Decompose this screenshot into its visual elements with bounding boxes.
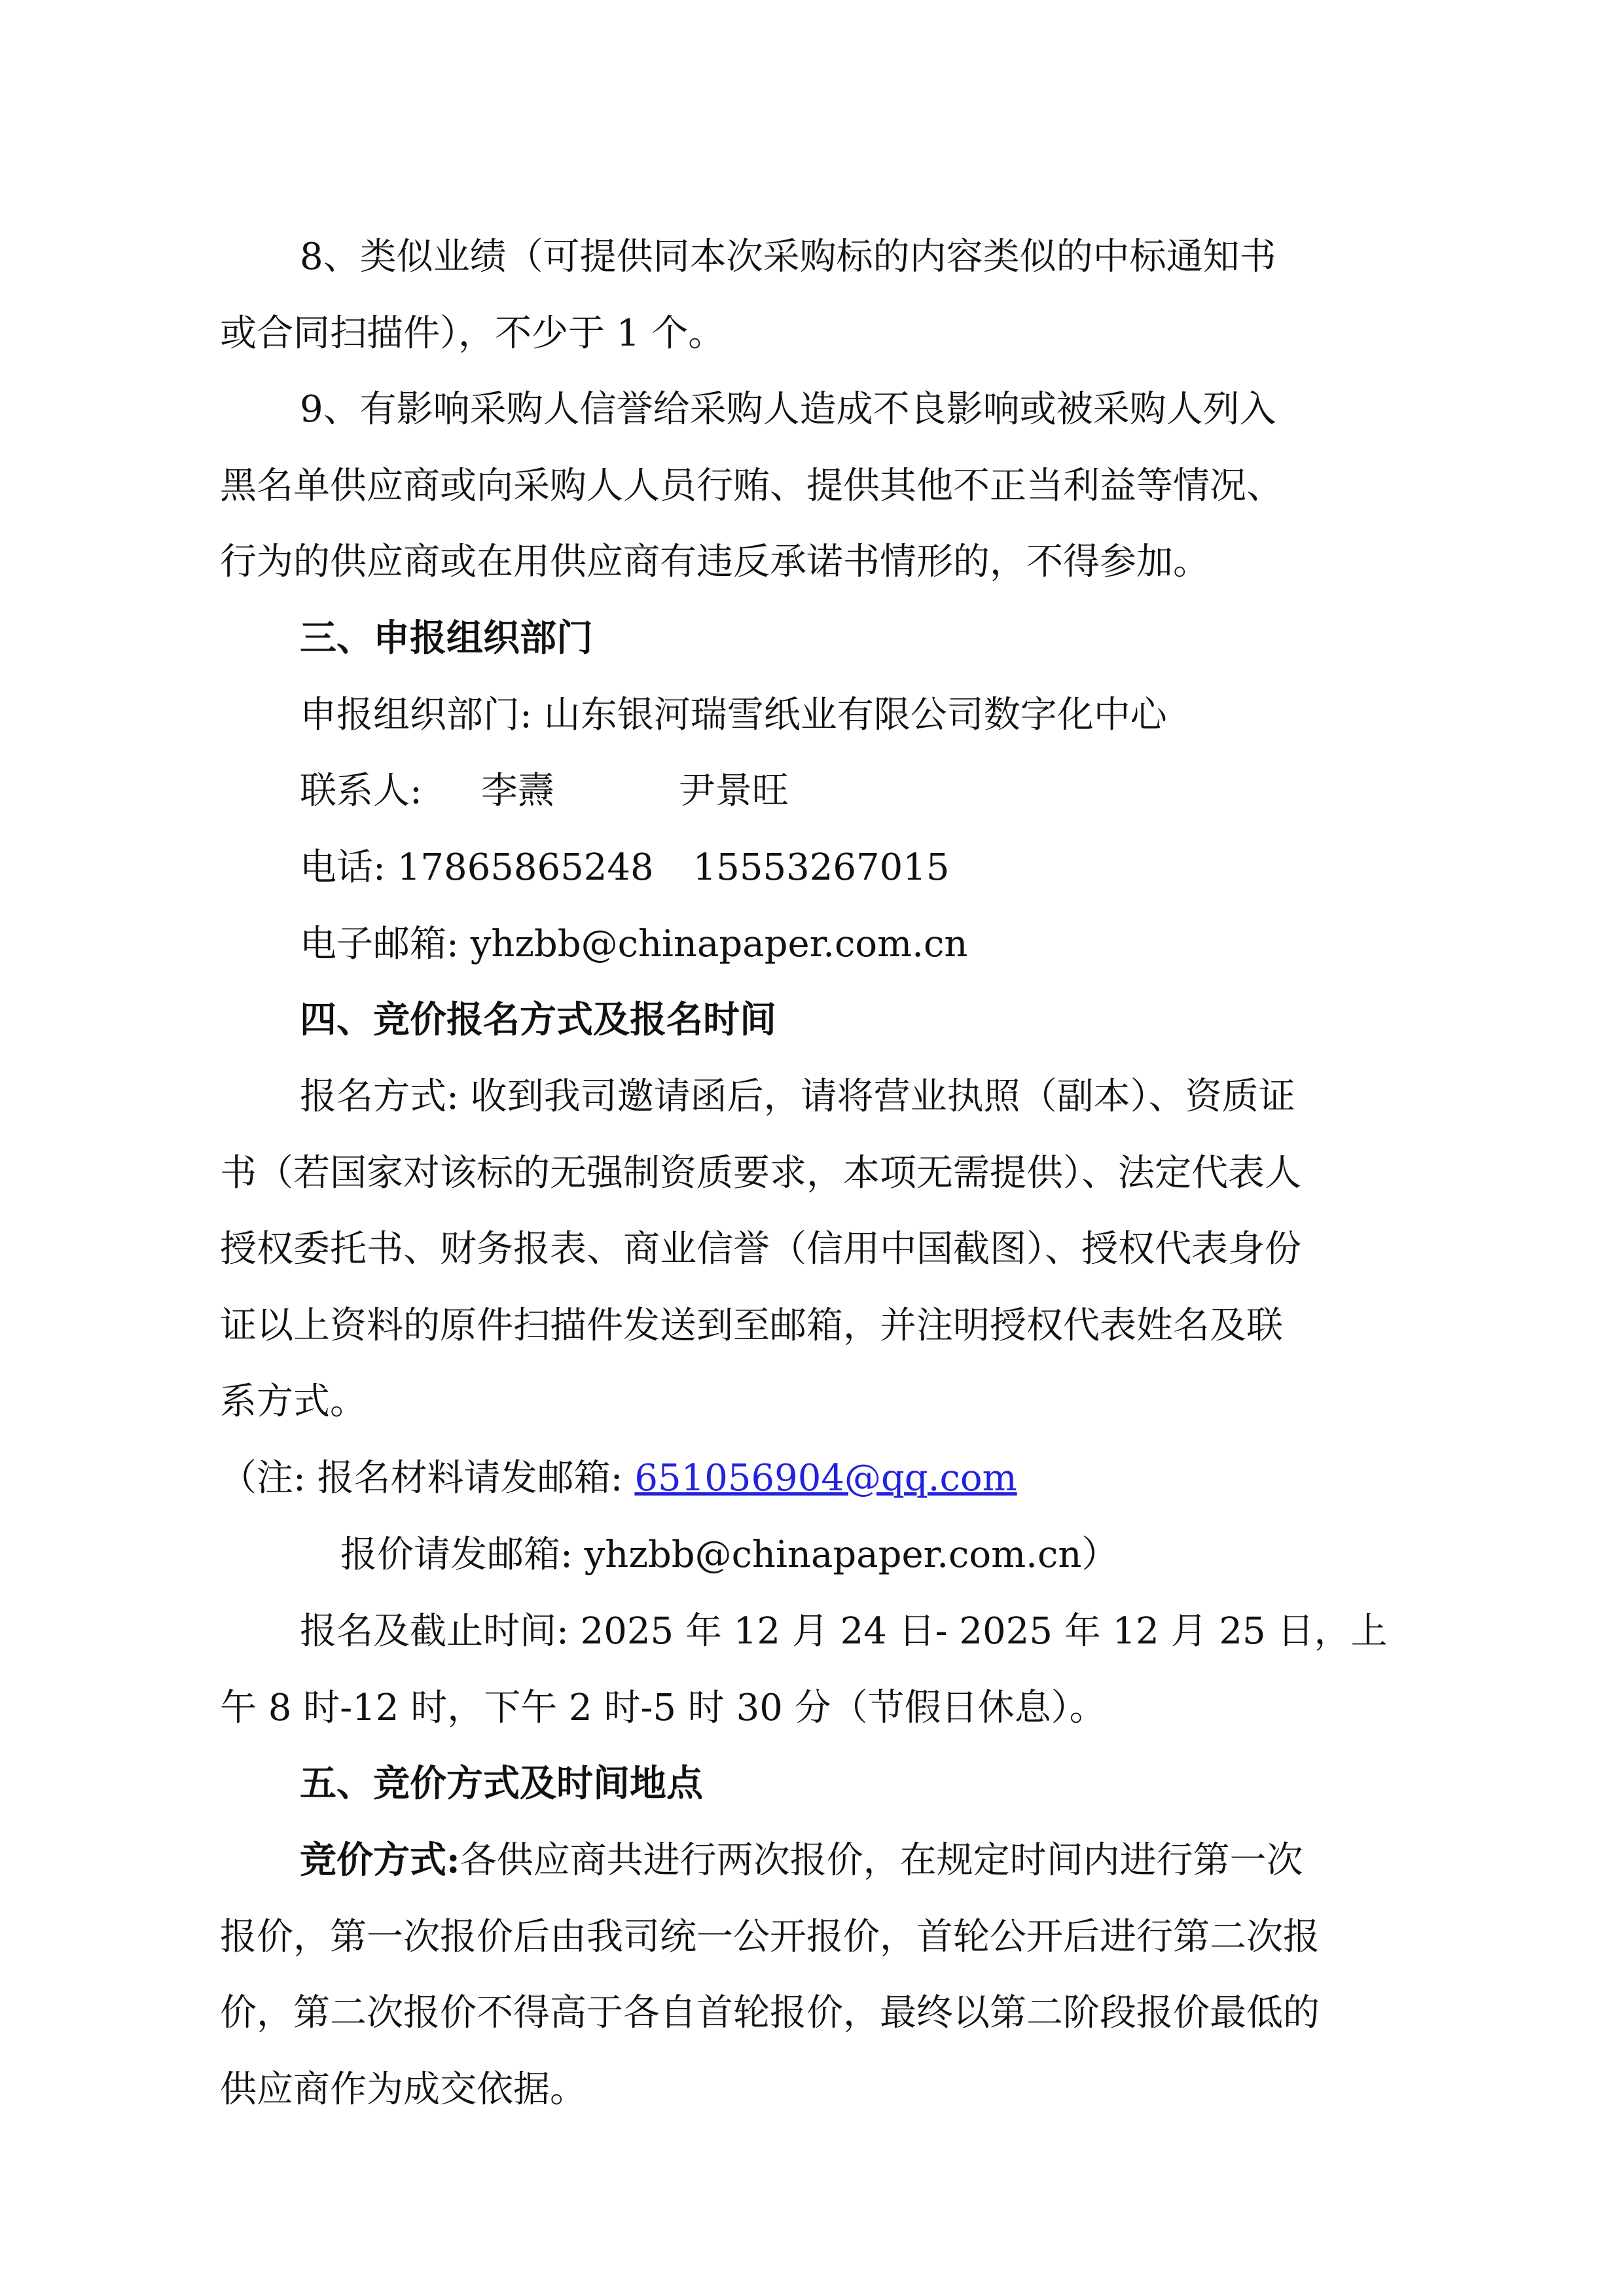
phone-line (300, 829, 950, 906)
quote-email-line: 报价请发邮箱: yhzbb@chinapaper.com.cn） (340, 1534, 1119, 1576)
method-line1: 报名方式: 收到我司邀请函后，请将营业执照（副本）、资质证 (300, 1075, 1295, 1118)
note-prefix: （注: 报名材料请发邮箱: (220, 1457, 623, 1499)
email-line (300, 906, 967, 982)
bid-method-text: 各供应商共进行两次报价，在规定时间内进行第一次 (460, 1839, 1303, 1882)
contact-name-2: 尹景旺 (678, 770, 789, 812)
item9-line1: 9、有影响采购人信誉给采购人造成不良影响或被采购人列入 (300, 388, 1276, 431)
contact-label: 联系人: (300, 770, 422, 812)
method-line3: 授权委托书、财务报表、商业信誉（信用中国截图）、授权代表身份 (220, 1228, 1301, 1270)
section3-heading: 三、申报组织部门 (300, 617, 593, 660)
org-line (300, 677, 1167, 753)
contact-line (300, 753, 789, 829)
phone-number-1: 17865865248 (397, 846, 654, 889)
time-line2: 午 8 时-12 时，下午 2 时-5 时 30 分（节假日休息）。 (220, 1687, 1106, 1729)
contact-name-1: 李燾 (480, 770, 554, 812)
bid-method-line4: 供应商作为成交依据。 (220, 2068, 586, 2111)
bid-method-line3: 价，第二次报价不得高于各自首轮报价，最终以第二阶段报价最低的 (220, 1992, 1320, 2034)
email-label: 电子邮箱: (300, 923, 459, 965)
item9-line2: 黑名单供应商或向采购人人员行贿、提供其他不正当利益等情况、 (220, 465, 1283, 507)
registration-email-link[interactable]: 651056904@qq.com (634, 1457, 1017, 1499)
email-value: yhzbb@chinapaper.com.cn (470, 923, 968, 965)
method-line4: 证以上资料的原件扫描件发送到至邮箱，并注明授权代表姓名及联 (220, 1304, 1283, 1347)
phone-label: 电话: (300, 846, 386, 889)
bid-method-line2: 报价，第一次报价后由我司统一公开报价，首轮公开后进行第二次报 (220, 1916, 1320, 1958)
method-line5: 系方式。 (220, 1380, 367, 1423)
phone-number-2: 15553267015 (693, 846, 950, 889)
section5-heading: 五、竞价方式及时间地点 (300, 1762, 703, 1805)
org-label: 申报组织部门: (300, 694, 532, 736)
time-line1: 报名及截止时间: 2025 年 12 月 24 日- 2025 年 12 月 25 日，上 (300, 1610, 1388, 1653)
note-line (220, 1440, 1017, 1516)
bid-method-line1 (300, 1822, 1303, 1899)
item9-line3: 行为的供应商或在用供应商有违反承诺书情形的，不得参加。 (220, 541, 1210, 583)
item8-line2: 或合同扫描件），不少于 1 个。 (220, 312, 725, 355)
method-line2: 书（若国家对该标的无强制资质要求，本项无需提供）、法定代表人 (220, 1152, 1301, 1194)
org-value: 山东银河瑞雪纸业有限公司数字化中心 (543, 694, 1167, 736)
section4-heading: 四、竞价报名方式及报名时间 (300, 998, 776, 1041)
item8-line1: 8、类似业绩（可提供同本次采购标的内容类似的中标通知书 (300, 236, 1276, 278)
bid-method-label: 竞价方式: (300, 1839, 460, 1882)
